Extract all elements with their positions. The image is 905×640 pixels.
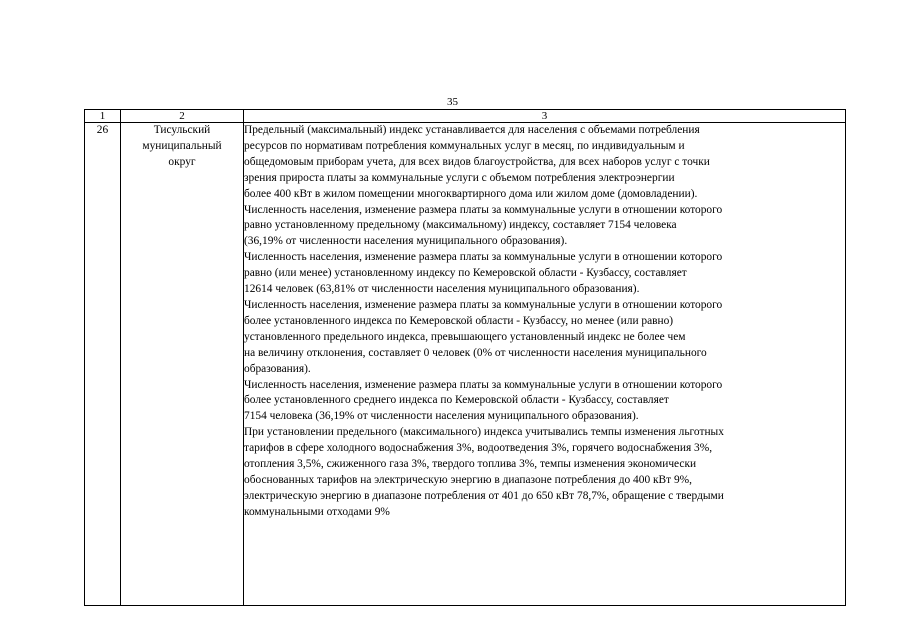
text-line: 12614 человек (63,81% от численности населения муниципального образования). <box>244 283 640 296</box>
district-line: округ <box>168 155 196 168</box>
district-name <box>121 123 244 606</box>
data-table <box>84 109 846 606</box>
text-line: ресурсов по нормативам потребления коммунальных услуг в месяц, по индивидуальным и <box>244 139 685 152</box>
table-header-row <box>85 110 846 123</box>
text-line: При установлении предельного (максимального) индекса учитывались темпы изменения льготных <box>244 426 724 439</box>
text-line: равно (или менее) установленному индексу по Кемеровской области - Кузбассу, составляет <box>244 267 687 280</box>
text-line: Численность населения, изменение размера платы за коммунальные услуги в отношении которого <box>244 378 723 391</box>
text-line: на величину отклонения, составляет 0 человек (0% от численности населения муниципального <box>244 346 707 359</box>
text-line: более установленного индекса по Кемеровской области - Кузбассу, но менее (или равно) <box>244 314 674 327</box>
column-header-3: 3 <box>244 110 846 123</box>
text-line: отопления 3,5%, сжиженного газа 3%, твердого топлива 3%, темпы изменения экономически <box>244 458 697 471</box>
text-line: более 400 кВт в жилом помещении многоквартирного дома или жилом доме (домовладении). <box>244 187 698 200</box>
district-line: муниципальный <box>142 139 222 152</box>
text-line: Численность населения, изменение размера платы за коммунальные услуги в отношении которого <box>244 251 723 264</box>
text-line: Предельный (максимальный) индекс устанавливается для населения с объемами потребления <box>244 124 700 136</box>
text-line: установленного предельного индекса, превышающего установленный индекс не более чем <box>244 330 686 343</box>
text-line: коммунальными отходами 9% <box>244 505 390 518</box>
text-line: равно установленному предельному (максимальному) индексу, составляет 7154 человека <box>244 219 677 232</box>
text-line: общедомовым приборам учета, для всех видов благоустройства, для всех наборов услуг с точки <box>244 155 710 168</box>
text-line: (36,19% от численности населения муниципального образования). <box>244 235 568 248</box>
district-line: Тисульский <box>153 124 211 136</box>
text-line: Численность населения, изменение размера платы за коммунальные услуги в отношении которого <box>244 203 723 216</box>
text-line: более установленного среднего индекса по Кемеровской области - Кузбассу, составляет <box>244 394 669 407</box>
page-number: 35 <box>447 96 458 108</box>
text-line: тарифов в сфере холодного водоснабжения 3%, водоотведения 3%, горячего водоснабжения 3%, <box>244 442 713 455</box>
text-line: электрическую энергию в диапазоне потребления от 401 до 650 кВт 78,7%, обращение с твердыми <box>244 489 724 502</box>
description-cell <box>244 123 846 606</box>
column-header-1: 1 <box>85 110 121 123</box>
column-header-2: 2 <box>121 110 244 123</box>
row-number: 26 <box>85 123 121 606</box>
text-line: образования). <box>244 362 311 375</box>
table-row <box>85 123 846 606</box>
text-line: 7154 человека (36,19% от численности населения муниципального образования). <box>244 410 639 423</box>
text-line: Численность населения, изменение размера платы за коммунальные услуги в отношении которого <box>244 298 723 311</box>
text-line: обоснованных тарифов на электрическую энергию в диапазоне потребления до 400 кВт 9%, <box>244 473 692 486</box>
text-line: зрения прироста платы за коммунальные услуги с объемом потребления электроэнергии <box>244 171 675 184</box>
